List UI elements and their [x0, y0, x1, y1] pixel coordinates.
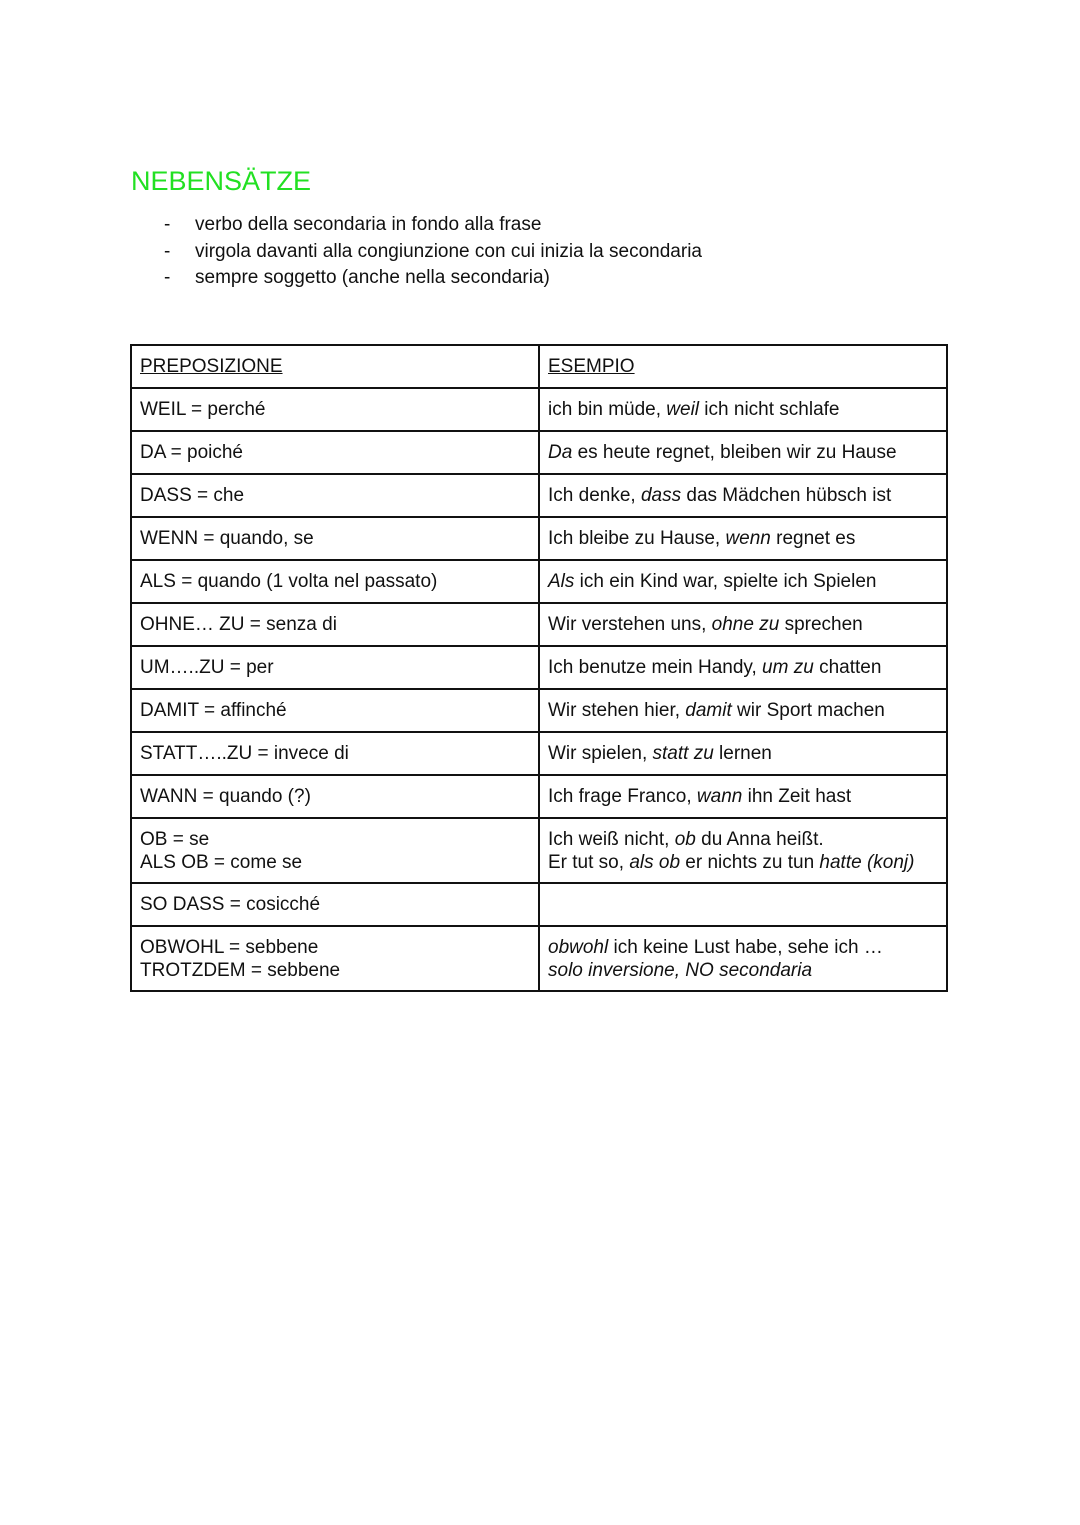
preposizione-cell [131, 388, 539, 431]
preposizione-text: DA = poiché [140, 442, 243, 463]
example-conjunction-italic: weil [666, 399, 700, 420]
preposizione-cell [131, 431, 539, 474]
esempio-cell [539, 474, 947, 517]
example-text: Er tut so, [548, 852, 630, 873]
example-text: Wir spielen, [548, 743, 653, 764]
esempio-cell [539, 732, 947, 775]
preposizione-text: DAMIT = affinché [140, 700, 287, 721]
table-row [131, 732, 947, 775]
preposizione-text: WENN = quando, se [140, 528, 314, 549]
table-row [131, 388, 947, 431]
example-text: sprechen [779, 614, 863, 635]
esempio-cell [539, 646, 947, 689]
example-conjunction-italic: solo inversione, NO secondaria [548, 960, 813, 981]
preposizione-text: OBWOHL = sebbene [140, 937, 319, 958]
example-line [548, 959, 938, 982]
table-row [131, 517, 947, 560]
esempio-cell [539, 689, 947, 732]
header-esempio: ESEMPIO [539, 345, 947, 388]
preposizione-cell [131, 517, 539, 560]
table-row [131, 646, 947, 689]
esempio-cell [539, 388, 947, 431]
example-conjunction-italic: obwohl [548, 937, 609, 958]
example-line [548, 441, 938, 464]
table-row [131, 689, 947, 732]
example-conjunction-italic: Da [548, 442, 573, 463]
esempio-cell [539, 517, 947, 560]
preposizione-text: WANN = quando (?) [140, 786, 311, 807]
preposizione-text: SO DASS = cosicché [140, 894, 321, 915]
example-text: ich bin müde, [548, 399, 667, 420]
example-conjunction-italic: wann [696, 786, 743, 807]
list-item: - verbo della secondaria in fondo alla frase [160, 212, 702, 239]
preposizione-cell [131, 603, 539, 646]
esempio-cell [539, 560, 947, 603]
example-line [548, 742, 938, 765]
example-conjunction-italic: als ob [629, 852, 681, 873]
example-conjunction-italic: dass [640, 485, 682, 506]
esempio-cell [539, 883, 947, 926]
example-text: er nichts zu tun [680, 852, 820, 873]
example-text: wir Sport machen [731, 700, 885, 721]
example-line [548, 936, 938, 959]
esempio-cell [539, 818, 947, 883]
example-conjunction-italic: damit [685, 700, 732, 721]
preposizione-text: OHNE… ZU = senza di [140, 614, 337, 635]
preposizione-cell [131, 883, 539, 926]
example-conjunction-italic: wenn [725, 528, 771, 549]
preposizione-cell [131, 474, 539, 517]
example-text: Ich benutze mein Handy, [548, 657, 763, 678]
esempio-cell [539, 603, 947, 646]
table-row [131, 560, 947, 603]
preposizione-text: ALS OB = come se [140, 852, 303, 873]
preposizione-cell [131, 689, 539, 732]
example-text: regnet es [770, 528, 856, 549]
preposizione-text: DASS = che [140, 485, 245, 506]
table-row [131, 926, 947, 991]
example-conjunction-italic: statt zu [652, 743, 714, 764]
example-text: chatten [813, 657, 882, 678]
table-row [131, 431, 947, 474]
example-line [548, 699, 938, 722]
example-conjunction-italic: Als [548, 571, 575, 592]
example-text: lernen [713, 743, 772, 764]
preposizione-cell [131, 646, 539, 689]
table-row [131, 883, 947, 926]
table-row [131, 775, 947, 818]
example-line [548, 398, 938, 421]
table-row [131, 818, 947, 883]
conjunctions-table [130, 344, 948, 992]
preposizione-text: STATT…..ZU = invece di [140, 743, 349, 764]
example-text: es heute regnet, bleiben wir zu Hause [572, 442, 897, 463]
example-line [548, 785, 938, 808]
table-row [131, 474, 947, 517]
preposizione-text: OB = se [140, 829, 210, 850]
preposizione-cell [131, 775, 539, 818]
list-item: - virgola davanti alla congiunzione con cui inizia la secondaria [160, 239, 702, 266]
preposizione-cell [131, 560, 539, 603]
esempio-cell [539, 431, 947, 474]
preposizione-text: UM…..ZU = per [140, 657, 274, 678]
example-line [548, 527, 938, 550]
example-line [548, 484, 938, 507]
example-text: Ich weiß nicht, [548, 829, 675, 850]
example-line [548, 851, 938, 874]
example-text: ich ein Kind war, spielte ich Spielen [574, 571, 877, 592]
page-title: NEBENSÄTZE [131, 166, 312, 196]
preposizione-cell [131, 732, 539, 775]
preposizione-text: ALS = quando (1 volta nel passato) [140, 571, 438, 592]
example-line [548, 570, 938, 593]
rules-list [160, 212, 702, 292]
example-text: ihn Zeit hast [742, 786, 852, 807]
example-text: Ich denke, [548, 485, 641, 506]
example-text: ich nicht schlafe [699, 399, 840, 420]
example-text: du Anna heißt. [695, 829, 824, 850]
esempio-cell [539, 775, 947, 818]
example-line [548, 613, 938, 636]
example-text: Ich bleibe zu Hause, [548, 528, 726, 549]
example-text: das Mädchen hübsch ist [681, 485, 892, 506]
list-item: - sempre soggetto (anche nella secondaria) [160, 265, 702, 292]
example-line [548, 828, 938, 851]
example-text: Wir stehen hier, [548, 700, 686, 721]
preposizione-cell [131, 926, 539, 991]
table-row [131, 603, 947, 646]
esempio-cell [539, 926, 947, 991]
preposizione-cell [131, 818, 539, 883]
example-conjunction-italic: um zu [762, 657, 814, 678]
example-text: ich keine Lust habe, sehe ich … [608, 937, 883, 958]
table-header-row [131, 345, 947, 388]
example-line [548, 656, 938, 679]
preposizione-text: WEIL = perché [140, 399, 266, 420]
example-text: Wir verstehen uns, [548, 614, 712, 635]
example-conjunction-italic: hatte (konj) [819, 852, 915, 873]
example-conjunction-italic: ohne zu [711, 614, 780, 635]
preposizione-text: TROTZDEM = sebbene [140, 960, 341, 981]
example-conjunction-italic: ob [674, 829, 696, 850]
example-text: Ich frage Franco, [548, 786, 697, 807]
header-preposizione: PREPOSIZIONE [131, 345, 539, 388]
